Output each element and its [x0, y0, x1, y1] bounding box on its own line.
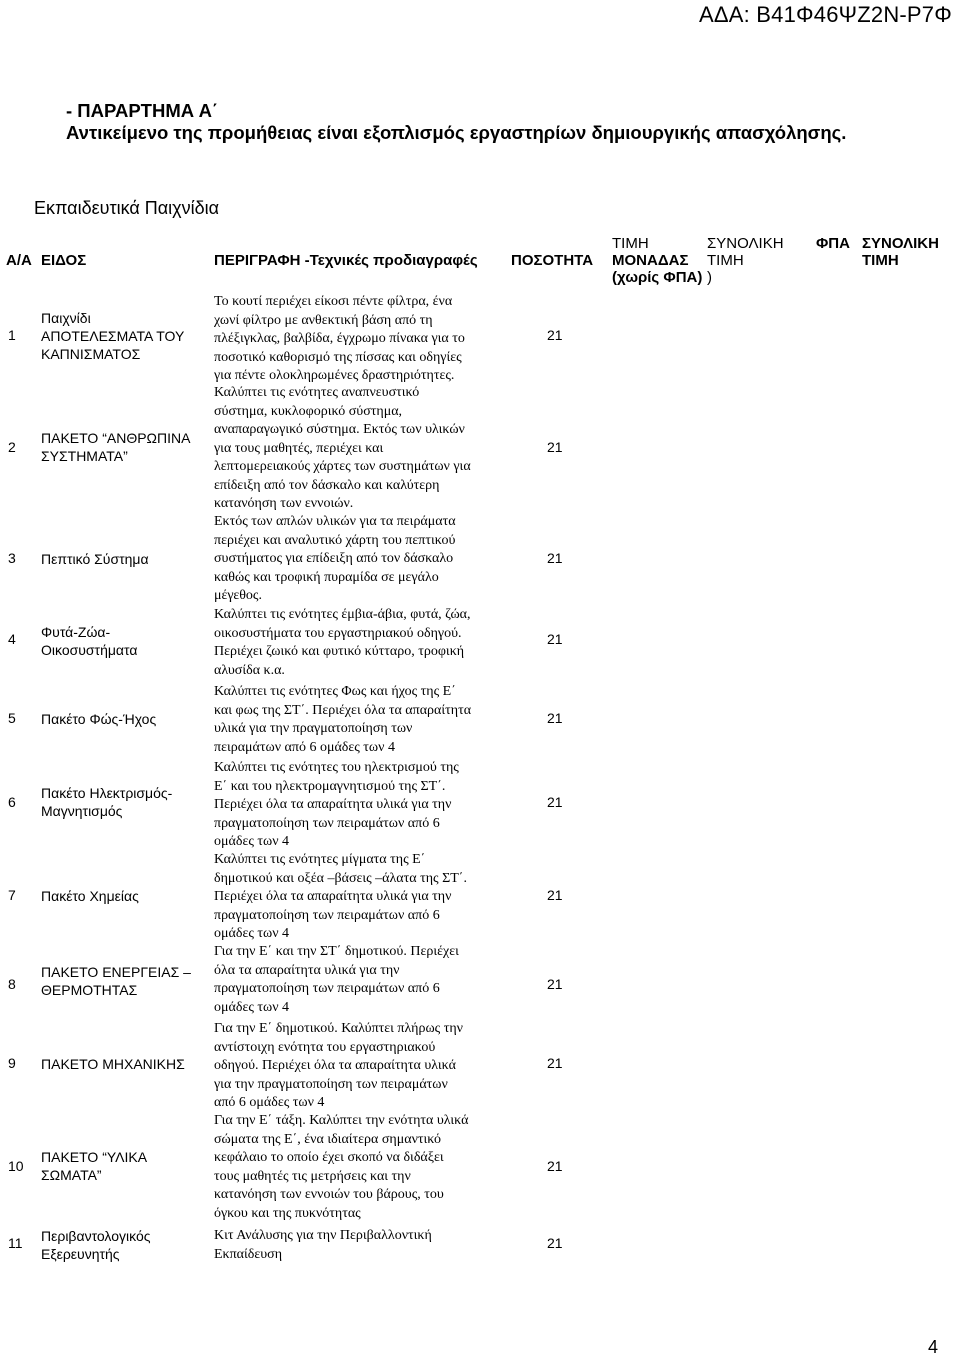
desc-line: μέγεθος. — [214, 588, 262, 603]
row-number: 4 — [8, 631, 16, 647]
desc-line: Καλύπτει τις ενότητες Φως και ήχος της Ε΄ — [214, 684, 456, 699]
item-line: ΠΑΚΕΤΟ ΕΝΕΡΓΕΙΑΣ – — [41, 964, 191, 980]
desc-line: οικοσυστήματα του εργαστηριακού οδηγού. — [214, 625, 462, 641]
item-line: Παιχνίδι — [41, 310, 91, 326]
row-description — [214, 851, 506, 944]
desc-line: ομάδες των 4 — [214, 926, 290, 941]
desc-line: περιέχει και αναλυτικό χάρτη του πεπτικού — [214, 532, 456, 548]
row-number: 3 — [8, 550, 16, 566]
row-description — [214, 683, 506, 757]
table-row — [0, 384, 960, 514]
row-number: 9 — [8, 1055, 16, 1071]
row-number: 10 — [8, 1158, 24, 1174]
row-description — [214, 513, 506, 606]
header-synoliki-line3: ) — [707, 269, 712, 286]
desc-line: Κιτ Ανάλυσης για την Περιβαλλοντική — [214, 1228, 432, 1243]
header-synoliki-2-line1: ΣΥΝΟΛΙΚΗ — [862, 235, 939, 252]
row-quantity: 21 — [547, 327, 563, 343]
row-number: 7 — [8, 887, 16, 903]
desc-line: συστήματος για επίδειξη από τον δάσκαλο — [214, 551, 454, 566]
row-description — [214, 759, 506, 852]
heading-subject: Αντικείμενο της προμήθειας είναι εξοπλισμός εργαστηρίων δημιουργικής απασχόλησης. — [66, 122, 847, 143]
item-line: ΘΕΡΜΟΤΗΤΑΣ — [41, 982, 138, 998]
desc-line: κατανόηση των εννοιών του βάρους, του — [214, 1187, 444, 1202]
desc-line: Ε΄ και του ηλεκτρομαγνητισμού της ΣΤ΄. — [214, 778, 446, 794]
table-row — [0, 683, 960, 757]
item-line: ΠΑΚΕΤΟ “ΥΛΙΚΑ — [41, 1149, 148, 1165]
item-line: Εξερευνητής — [41, 1246, 120, 1262]
header-timi-monadas-line2: ΜΟΝΑΔΑΣ — [612, 252, 689, 269]
desc-line: από 6 ομάδες των 4 — [214, 1095, 325, 1110]
desc-line: όγκου και της πυκνότητας — [214, 1205, 361, 1221]
desc-line: και φως της ΣΤ΄. Περιέχει όλα τα απαραίτητα — [214, 702, 472, 718]
row-number: 11 — [8, 1235, 23, 1251]
desc-line: Για την Ε΄ τάξη. Καλύπτει την ενότητα υλικά — [214, 1113, 469, 1128]
row-number: 6 — [8, 794, 16, 810]
item-line: Μαγνητισμός — [41, 803, 123, 819]
item-line: ΚΑΠΝΙΣΜΑΤΟΣ — [41, 346, 141, 362]
desc-line: για την πραγματοποίηση των πειραμάτων — [214, 1076, 448, 1092]
desc-line: ομάδες των 4 — [214, 834, 290, 849]
desc-line: χωνί φίλτρο με ανθεκτική βάση από τη — [214, 312, 433, 328]
item-line: Οικοσυστήματα — [41, 642, 138, 658]
desc-line: Εκτός των απλών υλικών για τα πειράματα — [214, 514, 456, 529]
row-quantity: 21 — [547, 710, 563, 726]
desc-line: όλα τα απαραίτητα υλικά για την — [214, 962, 400, 978]
desc-line: κεφάλαιο το οποίο έχει σκοπό να διδάξει — [214, 1150, 444, 1165]
desc-line: πραγματοποίηση των πειραμάτων από 6 — [214, 907, 440, 923]
desc-line: για πέντε ολοκληρωμένες δραστηριότητες. — [214, 368, 455, 383]
header-eidos: ΕΙΔΟΣ — [41, 252, 87, 269]
desc-line: αναπαραγωγικό σύστημα. Εκτός των υλικών — [214, 422, 465, 437]
desc-line: τους μαθητές τις μετρήσεις και την — [214, 1168, 411, 1184]
item-line: ΣΥΣΤΗΜΑΤΑ” — [41, 448, 128, 464]
header-timi-monadas-line3: (χωρίς ΦΠΑ) — [612, 269, 703, 286]
row-description — [214, 943, 506, 1017]
document-heading — [66, 100, 846, 144]
desc-line: Περιέχει όλα τα απαραίτητα υλικά για την — [214, 797, 452, 812]
desc-line: Καλύπτει τις ενότητες έμβια-άβια, φυτά, ζώα, — [214, 607, 471, 622]
desc-line: Καλύπτει τις ενότητες του ηλεκτρισμού της — [214, 760, 459, 775]
table-row — [0, 759, 960, 851]
table-row — [0, 1112, 960, 1222]
row-quantity: 21 — [547, 1055, 563, 1071]
item-line: ΠΑΚΕΤΟ “ΑΝΘΡΩΠΙΝΑ — [41, 430, 191, 446]
row-quantity: 21 — [547, 1158, 563, 1174]
desc-line: αντίστοιχη ενότητα του εργαστηριακού — [214, 1039, 436, 1055]
row-item — [41, 1055, 213, 1073]
desc-line: Το κουτί περιέχει είκοσι πέντε φίλτρα, ένα — [214, 294, 453, 309]
row-item — [41, 309, 213, 363]
desc-line: Για την Ε΄ δημοτικού. Καλύπτει πλήρως την — [214, 1021, 463, 1036]
row-description — [214, 606, 506, 680]
heading-annex: - ΠΑΡΑΡΤΗΜΑ Α΄ — [66, 100, 219, 121]
row-quantity: 21 — [547, 439, 563, 455]
row-number: 2 — [8, 439, 16, 455]
row-item — [41, 429, 213, 465]
desc-line: σώματα της Ε΄, ένα ιδιαίτερα σημαντικό — [214, 1131, 442, 1147]
item-line: Πακέτο Χημείας — [41, 888, 139, 904]
desc-line: Καλύπτει τις ενότητες αναπνευστικό — [214, 385, 420, 400]
item-line: ΑΠΟΤΕΛΕΣΜΑΤΑ ΤΟΥ — [41, 328, 185, 344]
desc-line: κατανόηση των εννοιών. — [214, 496, 354, 511]
row-item — [41, 963, 213, 999]
item-line: ΠΑΚΕΤΟ ΜΗΧΑΝΙΚΗΣ — [41, 1056, 185, 1072]
row-item — [41, 550, 213, 568]
desc-line: πειραμάτων από 6 ομάδες των 4 — [214, 739, 395, 755]
row-quantity: 21 — [547, 794, 563, 810]
desc-line: ποσοτικό καθορισμό της πίσσας και οδηγίες — [214, 349, 462, 365]
item-line: Περιβαντολογικός — [41, 1228, 151, 1244]
row-quantity: 21 — [547, 976, 563, 992]
header-posotita: ΠΟΣΟΤΗΤΑ — [511, 252, 594, 269]
desc-line: δημοτικού και οξέα –βάσεις –άλατα της ΣΤ΄. — [214, 870, 467, 886]
row-item — [41, 784, 213, 820]
table-row — [0, 606, 960, 682]
table-row — [0, 943, 960, 1019]
header-fpa: ΦΠΑ — [816, 235, 850, 252]
row-quantity: 21 — [547, 631, 563, 647]
header-synoliki-line2: ΤΙΜΗ — [707, 252, 744, 269]
desc-line: αλυσίδα κ.α. — [214, 662, 285, 678]
desc-line: πραγματοποίηση των πειραμάτων από 6 — [214, 815, 440, 831]
row-quantity: 21 — [547, 550, 563, 566]
desc-line: οδηγού. Περιέχει όλα τα απαραίτητα υλικά — [214, 1058, 456, 1073]
desc-line: Περιέχει όλα τα απαραίτητα υλικά για την — [214, 889, 452, 904]
table-row — [0, 1020, 960, 1112]
row-description — [214, 1112, 506, 1223]
header-perigrafi: ΠΕΡΙΓΡΑΦΗ -Τεχνικές προδιαγραφές — [214, 252, 478, 269]
row-number: 1 — [8, 327, 16, 343]
table-row — [0, 293, 960, 383]
ada-code: ΑΔΑ: Β41Φ46ΨΖ2Ν-Ρ7Φ — [699, 2, 952, 27]
item-line: Πεπτικό Σύστημα — [41, 551, 149, 567]
item-line: ΣΩΜΑΤΑ” — [41, 1167, 102, 1183]
desc-line: πραγματοποίηση των πειραμάτων από 6 — [214, 981, 440, 996]
desc-line: πλέξιγκλας, βαλβίδα, έγχρωμο πίνακα για το — [214, 331, 465, 346]
header-synoliki-line1: ΣΥΝΟΛΙΚΗ — [707, 235, 784, 252]
desc-line: Περιέχει ζωικό και φυτικό κύτταρο, τροφική — [214, 644, 465, 659]
row-description — [214, 1020, 506, 1113]
desc-line: Εκπαίδευση — [214, 1246, 283, 1262]
desc-line: καθώς και τροφική πυραμίδα σε μεγάλο — [214, 569, 439, 585]
item-line: Πακέτο Φώς-Ήχος — [41, 711, 157, 727]
header-aa: Α/Α — [6, 252, 32, 269]
desc-line: επίδειξη από τον δάσκαλο και καλύτερη — [214, 477, 440, 493]
row-number: 8 — [8, 976, 16, 992]
row-number: 5 — [8, 710, 16, 726]
desc-line: ομάδες των 4 — [214, 999, 290, 1015]
header-synoliki-2 — [862, 235, 939, 269]
desc-line: σύστημα, κυκλοφορικό σύστημα, — [214, 403, 403, 419]
header-timi-monadas — [612, 235, 702, 286]
desc-line: για τους μαθητές, περιέχει και — [214, 440, 384, 456]
row-quantity: 21 — [547, 887, 563, 903]
row-description — [214, 384, 506, 514]
row-item — [41, 1148, 213, 1184]
desc-line: Καλύπτει τις ενότητες μίγματα της Ε΄ — [214, 852, 426, 867]
row-description — [214, 1227, 506, 1264]
row-item — [41, 1227, 213, 1263]
desc-line: υλικά για την πραγματοποίηση των — [214, 721, 413, 736]
header-synoliki-2-line2: ΤΙΜΗ — [862, 252, 899, 269]
header-synoliki — [707, 235, 784, 286]
section-title: Εκπαιδευτικά Παιχνίδια — [34, 198, 220, 218]
table-row — [0, 513, 960, 605]
row-description — [214, 293, 506, 386]
item-line: Πακέτο Ηλεκτρισμός- — [41, 785, 173, 801]
row-item — [41, 710, 213, 728]
row-item — [41, 623, 213, 659]
header-timi-monadas-line1: ΤΙΜΗ — [612, 235, 649, 252]
row-item — [41, 887, 213, 905]
item-line: Φυτά-Ζώα- — [41, 624, 111, 640]
table-row — [0, 851, 960, 943]
desc-line: Για την Ε΄ και την ΣΤ΄ δημοτικού. Περιέχει — [214, 944, 459, 959]
page-number: 4 — [927, 1337, 938, 1357]
row-quantity: 21 — [547, 1235, 563, 1251]
table-row — [0, 1227, 960, 1267]
desc-line: λεπτομερειακούς χάρτες των συστημάτων για — [214, 459, 471, 474]
